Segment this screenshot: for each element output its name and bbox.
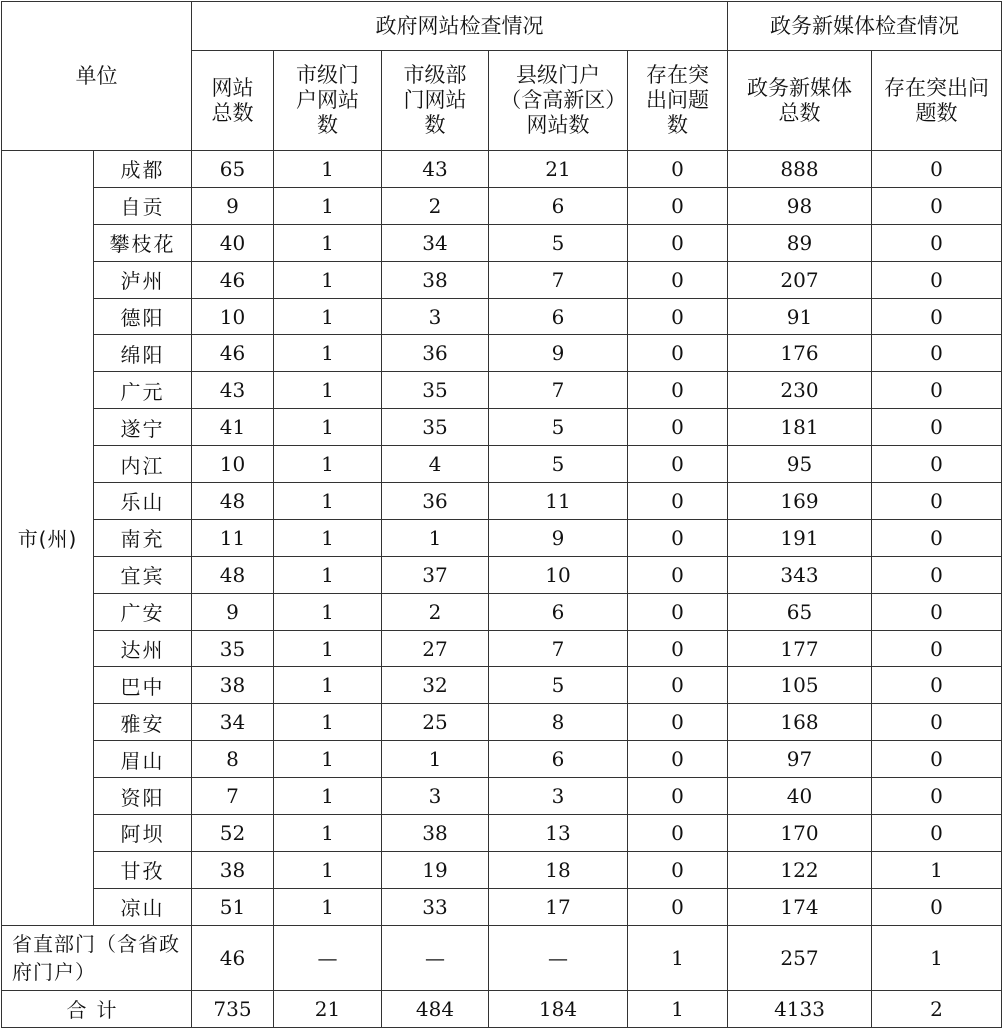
county-portal-count: 8	[489, 704, 628, 741]
media-total: 98	[728, 187, 872, 224]
media-total: 95	[728, 446, 872, 483]
media-total: 176	[728, 335, 872, 372]
city-portal-count: 1	[274, 224, 382, 261]
media-problem-count: 0	[872, 261, 1002, 298]
city-portal-count: 1	[274, 851, 382, 888]
media-problem-count: 0	[872, 335, 1002, 372]
table-row	[2, 261, 1002, 298]
site-total: 48	[192, 483, 274, 520]
table-row	[2, 630, 1002, 667]
problem-count: 1	[628, 990, 728, 1027]
header-county-portal: 县级门户（含高新区）网站数	[489, 51, 628, 151]
city-portal-count: 1	[274, 446, 382, 483]
site-total: 8	[192, 741, 274, 778]
table-row	[2, 372, 1002, 409]
city-name: 成都	[94, 151, 192, 188]
county-portal-count: 9	[489, 335, 628, 372]
media-problem-count: 0	[872, 815, 1002, 852]
problem-count: 0	[628, 224, 728, 261]
header-group-website: 政府网站检查情况	[192, 2, 728, 51]
city-dept-count: 3	[382, 298, 489, 335]
media-total: 97	[728, 741, 872, 778]
county-portal-count: 6	[489, 187, 628, 224]
city-portal-count: 1	[274, 372, 382, 409]
table-row	[2, 851, 1002, 888]
county-portal-count: 6	[489, 741, 628, 778]
media-total: 4133	[728, 990, 872, 1027]
city-portal-count: 1	[274, 741, 382, 778]
media-problem-count: 0	[872, 224, 1002, 261]
county-portal-count: 6	[489, 593, 628, 630]
table-row	[2, 556, 1002, 593]
city-name: 内江	[94, 446, 192, 483]
city-dept-count: 36	[382, 335, 489, 372]
city-name: 广元	[94, 372, 192, 409]
site-total: 65	[192, 151, 274, 188]
table-row	[2, 224, 1002, 261]
county-portal-count: 5	[489, 446, 628, 483]
site-total: 9	[192, 187, 274, 224]
city-portal-count: 1	[274, 667, 382, 704]
media-problem-count: 0	[872, 778, 1002, 815]
media-problem-count: 0	[872, 741, 1002, 778]
city-portal-count: 1	[274, 593, 382, 630]
media-total: 888	[728, 151, 872, 188]
county-portal-count: 17	[489, 888, 628, 925]
problem-count: 0	[628, 630, 728, 667]
table-row	[2, 778, 1002, 815]
city-name: 自贡	[94, 187, 192, 224]
city-dept-count: 19	[382, 851, 489, 888]
table-row	[2, 298, 1002, 335]
media-problem-count: 0	[872, 372, 1002, 409]
problem-count: 0	[628, 335, 728, 372]
problem-count: 0	[628, 519, 728, 556]
city-portal-count: 1	[274, 187, 382, 224]
city-name: 资阳	[94, 778, 192, 815]
media-problem-count: 0	[872, 187, 1002, 224]
city-dept-count: 36	[382, 483, 489, 520]
county-portal-count: 13	[489, 815, 628, 852]
county-portal-count: 7	[489, 372, 628, 409]
city-portal-count: 1	[274, 151, 382, 188]
table-row-provincial	[2, 925, 1002, 990]
county-portal-count: 3	[489, 778, 628, 815]
city-name: 达州	[94, 630, 192, 667]
table-row	[2, 593, 1002, 630]
site-total: 9	[192, 593, 274, 630]
county-portal-count: —	[489, 925, 628, 990]
header-problem: 存在突出问题数	[628, 51, 728, 151]
header-media-problem: 存在突出问题数	[872, 51, 1002, 151]
problem-count: 0	[628, 446, 728, 483]
problem-count: 0	[628, 151, 728, 188]
city-dept-count: 35	[382, 409, 489, 446]
city-name: 眉山	[94, 741, 192, 778]
site-total: 7	[192, 778, 274, 815]
media-problem-count: 0	[872, 704, 1002, 741]
problem-count: 0	[628, 593, 728, 630]
city-name: 雅安	[94, 704, 192, 741]
city-name: 绵阳	[94, 335, 192, 372]
county-portal-count: 11	[489, 483, 628, 520]
site-total: 10	[192, 446, 274, 483]
county-portal-count: 21	[489, 151, 628, 188]
site-total: 38	[192, 667, 274, 704]
media-total: 174	[728, 888, 872, 925]
media-total: 89	[728, 224, 872, 261]
city-name: 广安	[94, 593, 192, 630]
site-total: 46	[192, 335, 274, 372]
city-name: 甘孜	[94, 851, 192, 888]
city-portal-count: 1	[274, 409, 382, 446]
site-total: 52	[192, 815, 274, 852]
city-portal-count: 1	[274, 556, 382, 593]
header-media-total: 政务新媒体总数	[728, 51, 872, 151]
provincial-label: 省直部门（含省政府门户）	[2, 925, 192, 990]
city-name: 德阳	[94, 298, 192, 335]
media-problem-count: 0	[872, 409, 1002, 446]
city-dept-count: 1	[382, 519, 489, 556]
problem-count: 0	[628, 667, 728, 704]
problem-count: 0	[628, 409, 728, 446]
group-label-city: 市(州)	[2, 151, 94, 926]
county-portal-count: 10	[489, 556, 628, 593]
city-name: 泸州	[94, 261, 192, 298]
media-problem-count: 0	[872, 483, 1002, 520]
problem-count: 0	[628, 187, 728, 224]
city-dept-count: 2	[382, 593, 489, 630]
city-dept-count: 35	[382, 372, 489, 409]
site-total: 34	[192, 704, 274, 741]
site-total: 48	[192, 556, 274, 593]
city-dept-count: 38	[382, 261, 489, 298]
city-portal-count: 1	[274, 815, 382, 852]
problem-count: 0	[628, 888, 728, 925]
media-problem-count: 0	[872, 446, 1002, 483]
city-name: 攀枝花	[94, 224, 192, 261]
table-row	[2, 187, 1002, 224]
city-dept-count: 43	[382, 151, 489, 188]
media-problem-count: 0	[872, 519, 1002, 556]
city-name: 宜宾	[94, 556, 192, 593]
media-problem-count: 0	[872, 667, 1002, 704]
county-portal-count: 5	[489, 409, 628, 446]
city-portal-count: 1	[274, 519, 382, 556]
media-total: 91	[728, 298, 872, 335]
header-site-total: 网站总数	[192, 51, 274, 151]
media-problem-count: 0	[872, 888, 1002, 925]
header-group-media: 政务新媒体检查情况	[728, 2, 1002, 51]
county-portal-count: 9	[489, 519, 628, 556]
media-problem-count: 1	[872, 851, 1002, 888]
site-total: 735	[192, 990, 274, 1027]
inspection-table	[1, 1, 1002, 1028]
city-portal-count: 1	[274, 261, 382, 298]
problem-count: 0	[628, 778, 728, 815]
city-dept-count: —	[382, 925, 489, 990]
problem-count: 0	[628, 851, 728, 888]
site-total: 38	[192, 851, 274, 888]
table-row	[2, 151, 1002, 188]
city-dept-count: 3	[382, 778, 489, 815]
header-unit: 单位	[2, 2, 192, 151]
city-portal-count: 1	[274, 888, 382, 925]
city-portal-count: 1	[274, 630, 382, 667]
table-row	[2, 483, 1002, 520]
table-row-total	[2, 990, 1002, 1027]
county-portal-count: 7	[489, 630, 628, 667]
city-dept-count: 37	[382, 556, 489, 593]
city-name: 阿坝	[94, 815, 192, 852]
media-problem-count: 0	[872, 298, 1002, 335]
city-dept-count: 484	[382, 990, 489, 1027]
city-dept-count: 33	[382, 888, 489, 925]
media-total: 40	[728, 778, 872, 815]
city-portal-count: 1	[274, 778, 382, 815]
city-portal-count: 21	[274, 990, 382, 1027]
county-portal-count: 5	[489, 667, 628, 704]
table-row	[2, 519, 1002, 556]
media-problem-count: 2	[872, 990, 1002, 1027]
table-row	[2, 888, 1002, 925]
problem-count: 0	[628, 556, 728, 593]
media-problem-count: 1	[872, 925, 1002, 990]
site-total: 51	[192, 888, 274, 925]
city-dept-count: 4	[382, 446, 489, 483]
problem-count: 0	[628, 815, 728, 852]
city-dept-count: 25	[382, 704, 489, 741]
county-portal-count: 7	[489, 261, 628, 298]
city-portal-count: —	[274, 925, 382, 990]
county-portal-count: 18	[489, 851, 628, 888]
media-total: 169	[728, 483, 872, 520]
table-row	[2, 446, 1002, 483]
county-portal-count: 5	[489, 224, 628, 261]
media-total: 105	[728, 667, 872, 704]
table-row	[2, 815, 1002, 852]
city-dept-count: 27	[382, 630, 489, 667]
media-total: 257	[728, 925, 872, 990]
header-city-dept: 市级部门网站数	[382, 51, 489, 151]
media-total: 343	[728, 556, 872, 593]
table-row	[2, 667, 1002, 704]
city-portal-count: 1	[274, 704, 382, 741]
media-total: 191	[728, 519, 872, 556]
city-portal-count: 1	[274, 298, 382, 335]
problem-count: 1	[628, 925, 728, 990]
city-name: 凉山	[94, 888, 192, 925]
problem-count: 0	[628, 704, 728, 741]
site-total: 46	[192, 925, 274, 990]
city-portal-count: 1	[274, 483, 382, 520]
city-name: 巴中	[94, 667, 192, 704]
site-total: 10	[192, 298, 274, 335]
media-problem-count: 0	[872, 151, 1002, 188]
table-row	[2, 704, 1002, 741]
media-total: 65	[728, 593, 872, 630]
site-total: 41	[192, 409, 274, 446]
problem-count: 0	[628, 741, 728, 778]
media-total: 181	[728, 409, 872, 446]
total-label: 合计	[2, 990, 192, 1027]
site-total: 40	[192, 224, 274, 261]
site-total: 46	[192, 261, 274, 298]
media-problem-count: 0	[872, 630, 1002, 667]
media-total: 122	[728, 851, 872, 888]
media-total: 207	[728, 261, 872, 298]
city-dept-count: 2	[382, 187, 489, 224]
media-problem-count: 0	[872, 556, 1002, 593]
table-row	[2, 741, 1002, 778]
city-name: 乐山	[94, 483, 192, 520]
county-portal-count: 184	[489, 990, 628, 1027]
problem-count: 0	[628, 483, 728, 520]
city-portal-count: 1	[274, 335, 382, 372]
table-row	[2, 409, 1002, 446]
problem-count: 0	[628, 372, 728, 409]
city-dept-count: 32	[382, 667, 489, 704]
problem-count: 0	[628, 298, 728, 335]
media-total: 177	[728, 630, 872, 667]
city-dept-count: 1	[382, 741, 489, 778]
table-row	[2, 335, 1002, 372]
county-portal-count: 6	[489, 298, 628, 335]
city-dept-count: 38	[382, 815, 489, 852]
problem-count: 0	[628, 261, 728, 298]
header-city-portal: 市级门户网站数	[274, 51, 382, 151]
media-problem-count: 0	[872, 593, 1002, 630]
site-total: 11	[192, 519, 274, 556]
media-total: 170	[728, 815, 872, 852]
city-name: 遂宁	[94, 409, 192, 446]
media-total: 168	[728, 704, 872, 741]
site-total: 35	[192, 630, 274, 667]
site-total: 43	[192, 372, 274, 409]
media-total: 230	[728, 372, 872, 409]
city-dept-count: 34	[382, 224, 489, 261]
city-name: 南充	[94, 519, 192, 556]
